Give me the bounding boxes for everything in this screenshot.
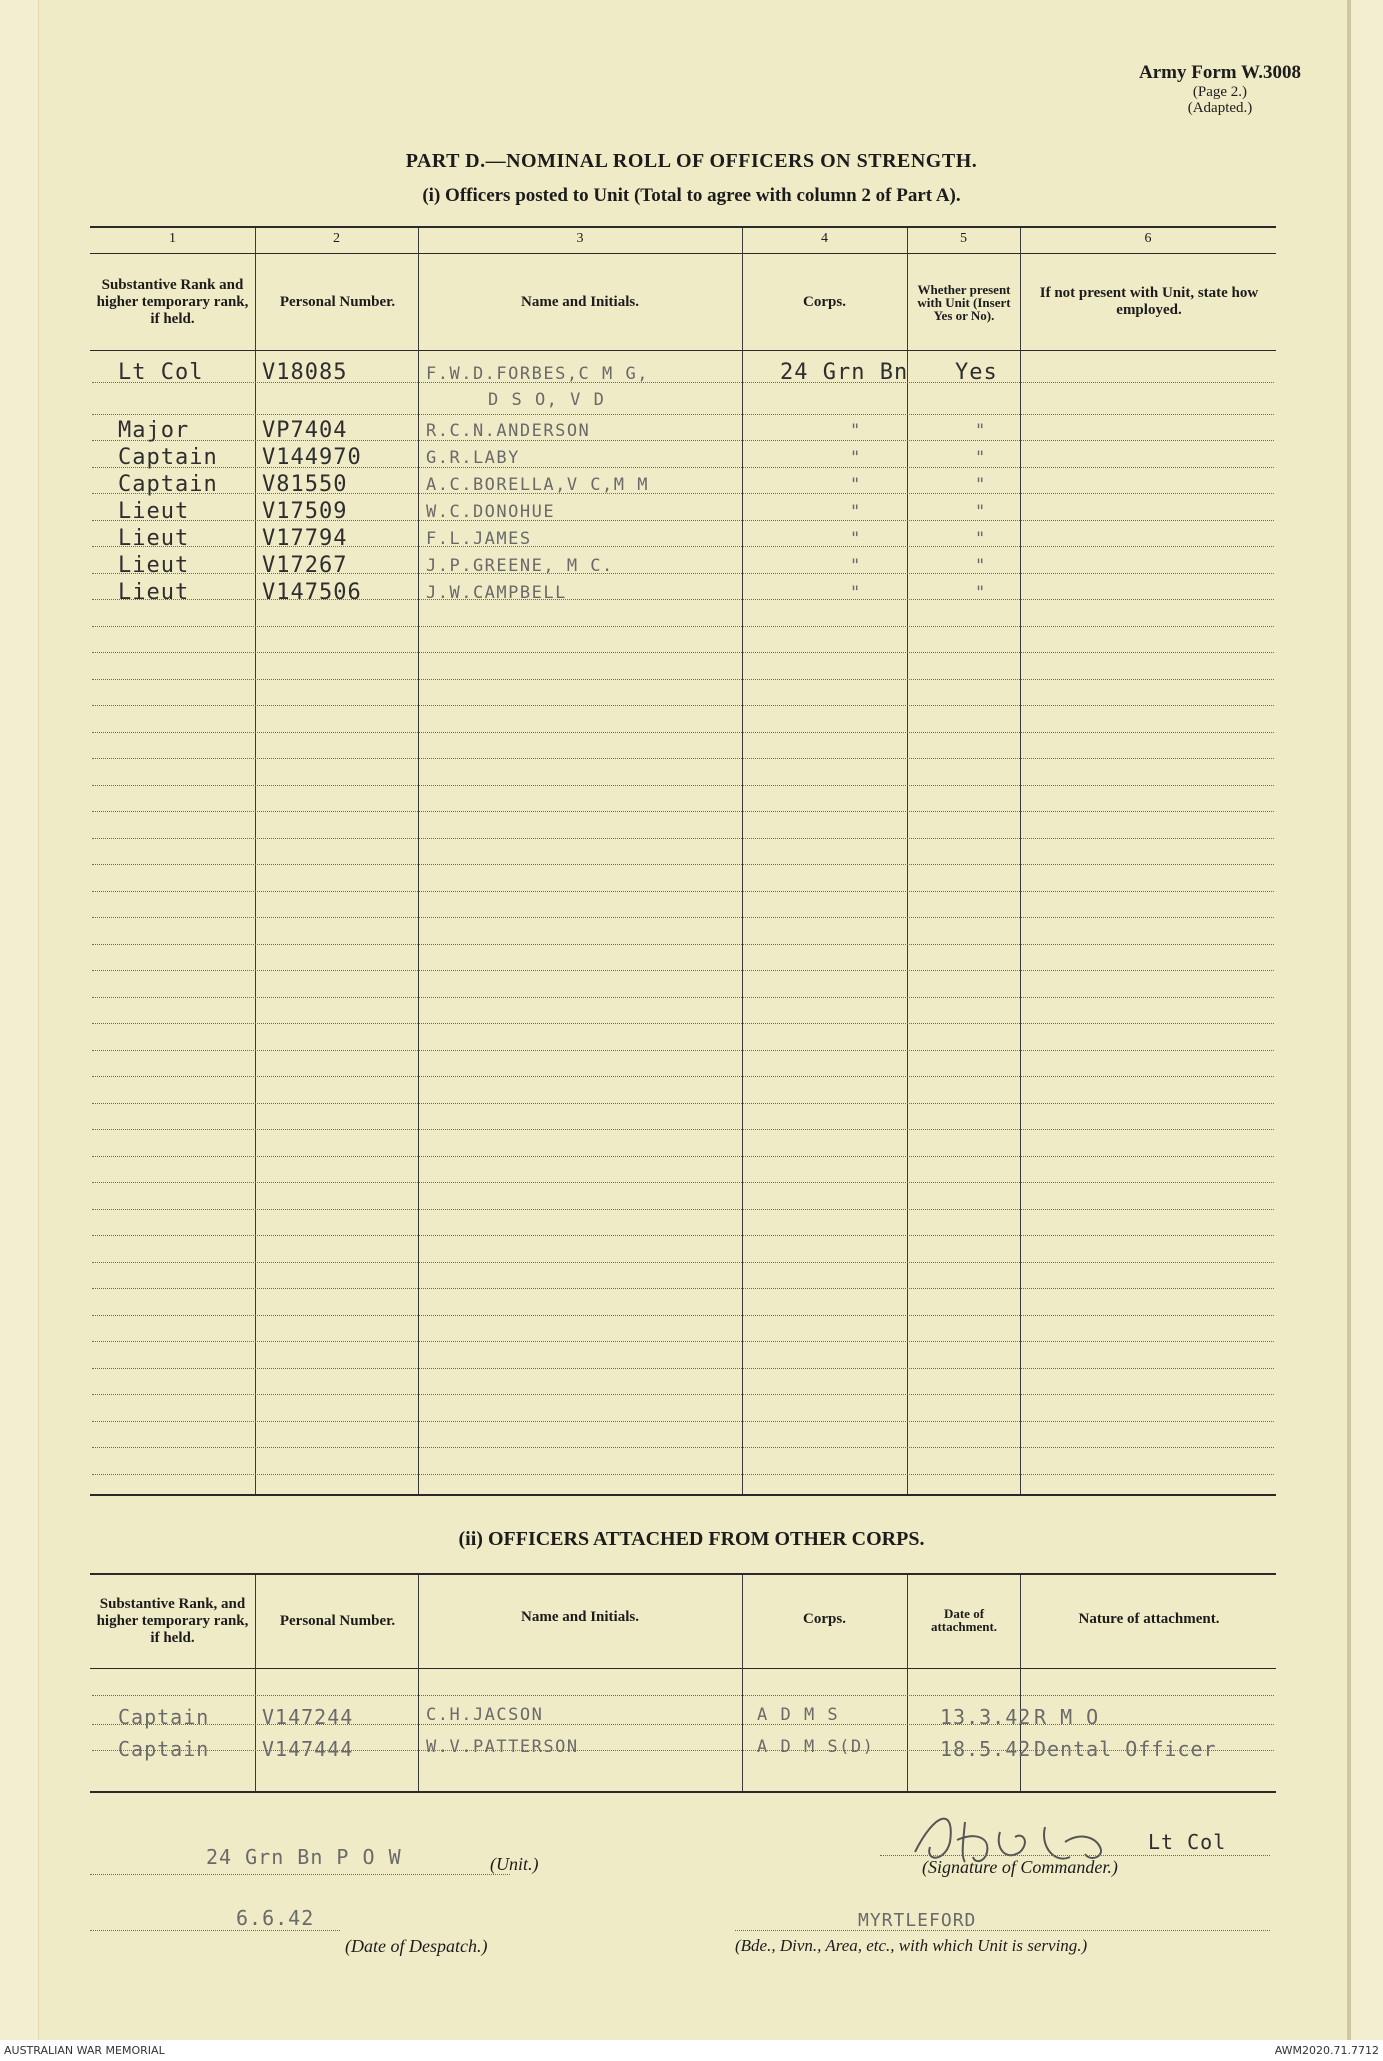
ruled-line [92, 1474, 1274, 1475]
section-ii-title: (ii) OFFICERS ATTACHED FROM OTHER CORPS. [458, 1528, 925, 1550]
table-ii-col-divider [255, 1575, 256, 1791]
table-ii-top-rule [90, 1573, 1276, 1575]
ruled-line [92, 1421, 1274, 1422]
ruled-line [92, 917, 1274, 918]
present-cell: " [975, 475, 987, 495]
ruled-line [92, 758, 1274, 759]
rank-cell: Lieut [118, 553, 190, 578]
corps-cell: A D M S [757, 1705, 840, 1725]
corps-cell: A D M S(D) [757, 1737, 875, 1757]
unit-line [90, 1874, 510, 1875]
rank-cell: Captain [118, 445, 218, 470]
present-cell: " [975, 502, 987, 522]
corps-cell: " [850, 448, 862, 468]
header-present: Whether present with Unit (Insert Yes or No). [917, 281, 1011, 323]
header-ii-nature: Nature of attachment. [1078, 1611, 1220, 1627]
number-cell: V81550 [262, 472, 348, 497]
name-cell: F.W.D.FORBES,C M G, [426, 364, 649, 384]
header-personal-number: Personal Number. [279, 293, 396, 310]
rank-cell: Lt Col [118, 360, 204, 385]
corps-cell: " [850, 583, 862, 603]
ruled-line [92, 1315, 1274, 1316]
date-line [90, 1930, 340, 1931]
corps-cell: " [850, 502, 862, 522]
table-i-col-divider [907, 228, 908, 1494]
archive-footer [0, 2040, 1383, 2061]
name-cell: G.R.LABY [426, 448, 520, 468]
ruled-line [92, 732, 1274, 733]
header-ii-personal-number: Personal Number. [279, 1613, 396, 1629]
number-cell: V17509 [262, 499, 348, 524]
number-cell: V147506 [262, 580, 362, 605]
table-ii-col-divider [418, 1575, 419, 1791]
name-cell: A.C.BORELLA,V C,M M [426, 475, 649, 495]
table-i-col-divider [742, 228, 743, 1494]
column-number-5: 5 [960, 231, 967, 246]
form-note: (Adapted.) [1187, 100, 1253, 116]
area-line [735, 1930, 1270, 1931]
date-cell: 13.3.42 [940, 1705, 1032, 1729]
column-number-2: 2 [333, 231, 340, 246]
name-cell: F.L.JAMES [426, 529, 532, 549]
ruled-line [92, 785, 1274, 786]
table-ii-header-rule [90, 1668, 1276, 1669]
table-i-col-divider [418, 228, 419, 1494]
ruled-line [92, 1023, 1274, 1024]
form-name: Army Form W.3008 [1138, 62, 1301, 83]
rank-cell: Lieut [118, 526, 190, 551]
number-cell: V144970 [262, 445, 362, 470]
present-cell: " [975, 529, 987, 549]
ruled-line [92, 1182, 1274, 1183]
unit-label: (Unit.) [490, 1854, 539, 1874]
table-i-header-rule [90, 350, 1276, 351]
corps-cell: " [850, 556, 862, 576]
area-value: MYRTLEFORD [858, 1910, 977, 1931]
ruled-line [92, 679, 1274, 680]
rank-cell: Major [118, 418, 190, 443]
form-identifier [1139, 62, 1301, 116]
corps-cell: " [850, 421, 862, 441]
ruled-line [92, 1695, 1274, 1696]
present-cell: Yes [955, 360, 998, 385]
present-cell: " [975, 421, 987, 441]
header-ii-corps: Corps. [803, 1611, 846, 1627]
header-ii-rank: Substantive Rank, and higher temporary rank, if held. [96, 1596, 249, 1646]
table-i-top-rule [90, 226, 1276, 228]
corps-cell: " [850, 529, 862, 549]
present-cell: " [975, 556, 987, 576]
ruled-line [92, 838, 1274, 839]
ruled-line [92, 1235, 1274, 1236]
name-cell: W.C.DONOHUE [426, 502, 556, 522]
ruled-line [92, 1156, 1274, 1157]
column-number-1: 1 [169, 231, 176, 246]
number-cell: V147444 [262, 1737, 354, 1761]
ruled-line [92, 1394, 1274, 1395]
commander-rank: Lt Col [1148, 1830, 1227, 1854]
corps-cell: 24 Grn Bn [780, 360, 909, 385]
rank-cell: Captain [118, 1737, 210, 1761]
ruled-line [92, 1129, 1274, 1130]
ruled-line [92, 864, 1274, 865]
present-cell: " [975, 583, 987, 603]
name-cell-cont: D S O, V D [488, 390, 606, 410]
name-cell: J.P.GREENE, M C. [426, 556, 614, 576]
rank-cell: Captain [118, 1705, 210, 1729]
column-number-3: 3 [576, 231, 584, 246]
corps-cell: " [850, 475, 862, 495]
archive-id: AWM2020.71.7712 [1274, 2044, 1379, 2057]
ruled-line [92, 944, 1274, 945]
ruled-line [92, 997, 1274, 998]
table-ii-col-divider [907, 1575, 908, 1791]
ruled-line [92, 652, 1274, 653]
table-i-col-divider [1020, 228, 1021, 1494]
ruled-line [92, 1288, 1274, 1289]
ruled-line [92, 705, 1274, 706]
rank-cell: Lieut [118, 580, 190, 605]
ruled-line [92, 891, 1274, 892]
rank-cell: Lieut [118, 499, 190, 524]
rank-cell: Captain [118, 472, 218, 497]
header-rank: Substantive Rank and higher temporary rank, if held. [96, 276, 249, 327]
table-i-colnum-rule [90, 253, 1276, 254]
form-page: (Page 2.) [1192, 84, 1248, 100]
name-cell: W.V.PATTERSON [426, 1737, 579, 1757]
number-cell: V17794 [262, 526, 348, 551]
part-title: PART D.—NOMINAL ROLL OF OFFICERS ON STRENGTH. [405, 150, 978, 172]
section-i-title: (i) Officers posted to Unit (Total to agree with column 2 of Part A). [422, 185, 961, 206]
date-label: (Date of Despatch.) [345, 1936, 488, 1956]
ruled-line [92, 1209, 1274, 1210]
ruled-line [92, 1447, 1274, 1448]
ruled-line [92, 1341, 1274, 1342]
archive-name: AUSTRALIAN WAR MEMORIAL [4, 2044, 165, 2057]
present-cell: " [975, 448, 987, 468]
ruled-line [92, 970, 1274, 971]
table-ii-bottom-rule [90, 1791, 1276, 1793]
nature-cell: R M O [1034, 1705, 1100, 1729]
number-cell: VP7404 [262, 418, 348, 443]
header-ii-name: Name and Initials. [521, 1608, 639, 1625]
signature-label: (Signature of Commander.) [922, 1857, 1118, 1877]
ruled-line [92, 811, 1274, 812]
date-cell: 18.5.42 [940, 1737, 1032, 1761]
column-number-4: 4 [821, 231, 828, 246]
ruled-line [92, 1368, 1274, 1369]
area-label: (Bde., Divn., Area, etc., with which Unit is serving.) [735, 1936, 1088, 1955]
column-number-6: 6 [1144, 231, 1152, 246]
header-name: Name and Initials. [521, 293, 639, 310]
name-cell: C.H.JACSON [426, 1705, 544, 1725]
date-value: 6.6.42 [236, 1906, 315, 1930]
unit-value: 24 Grn Bn P O W [206, 1845, 402, 1869]
header-ii-date: Date of attachment. [930, 1605, 998, 1634]
number-cell: V18085 [262, 360, 348, 385]
ruled-line [92, 1262, 1274, 1263]
number-cell: V17267 [262, 553, 348, 578]
name-cell: R.C.N.ANDERSON [426, 421, 591, 441]
ruled-line [92, 1050, 1274, 1051]
header-corps: Corps. [803, 293, 846, 310]
ruled-line [92, 626, 1274, 627]
number-cell: V147244 [262, 1705, 354, 1729]
table-ii-col-divider [742, 1575, 743, 1791]
table-i-bottom-rule [90, 1494, 1276, 1496]
header-how-employed: If not present with Unit, state how employed. [1039, 285, 1259, 318]
ruled-line [92, 414, 1274, 415]
ruled-line [92, 1076, 1274, 1077]
name-cell: J.W.CAMPBELL [426, 583, 567, 603]
signature-line [880, 1855, 1270, 1856]
table-i-col-divider [255, 228, 256, 1494]
ruled-line [92, 1103, 1274, 1104]
nature-cell: Dental Officer [1034, 1737, 1217, 1761]
